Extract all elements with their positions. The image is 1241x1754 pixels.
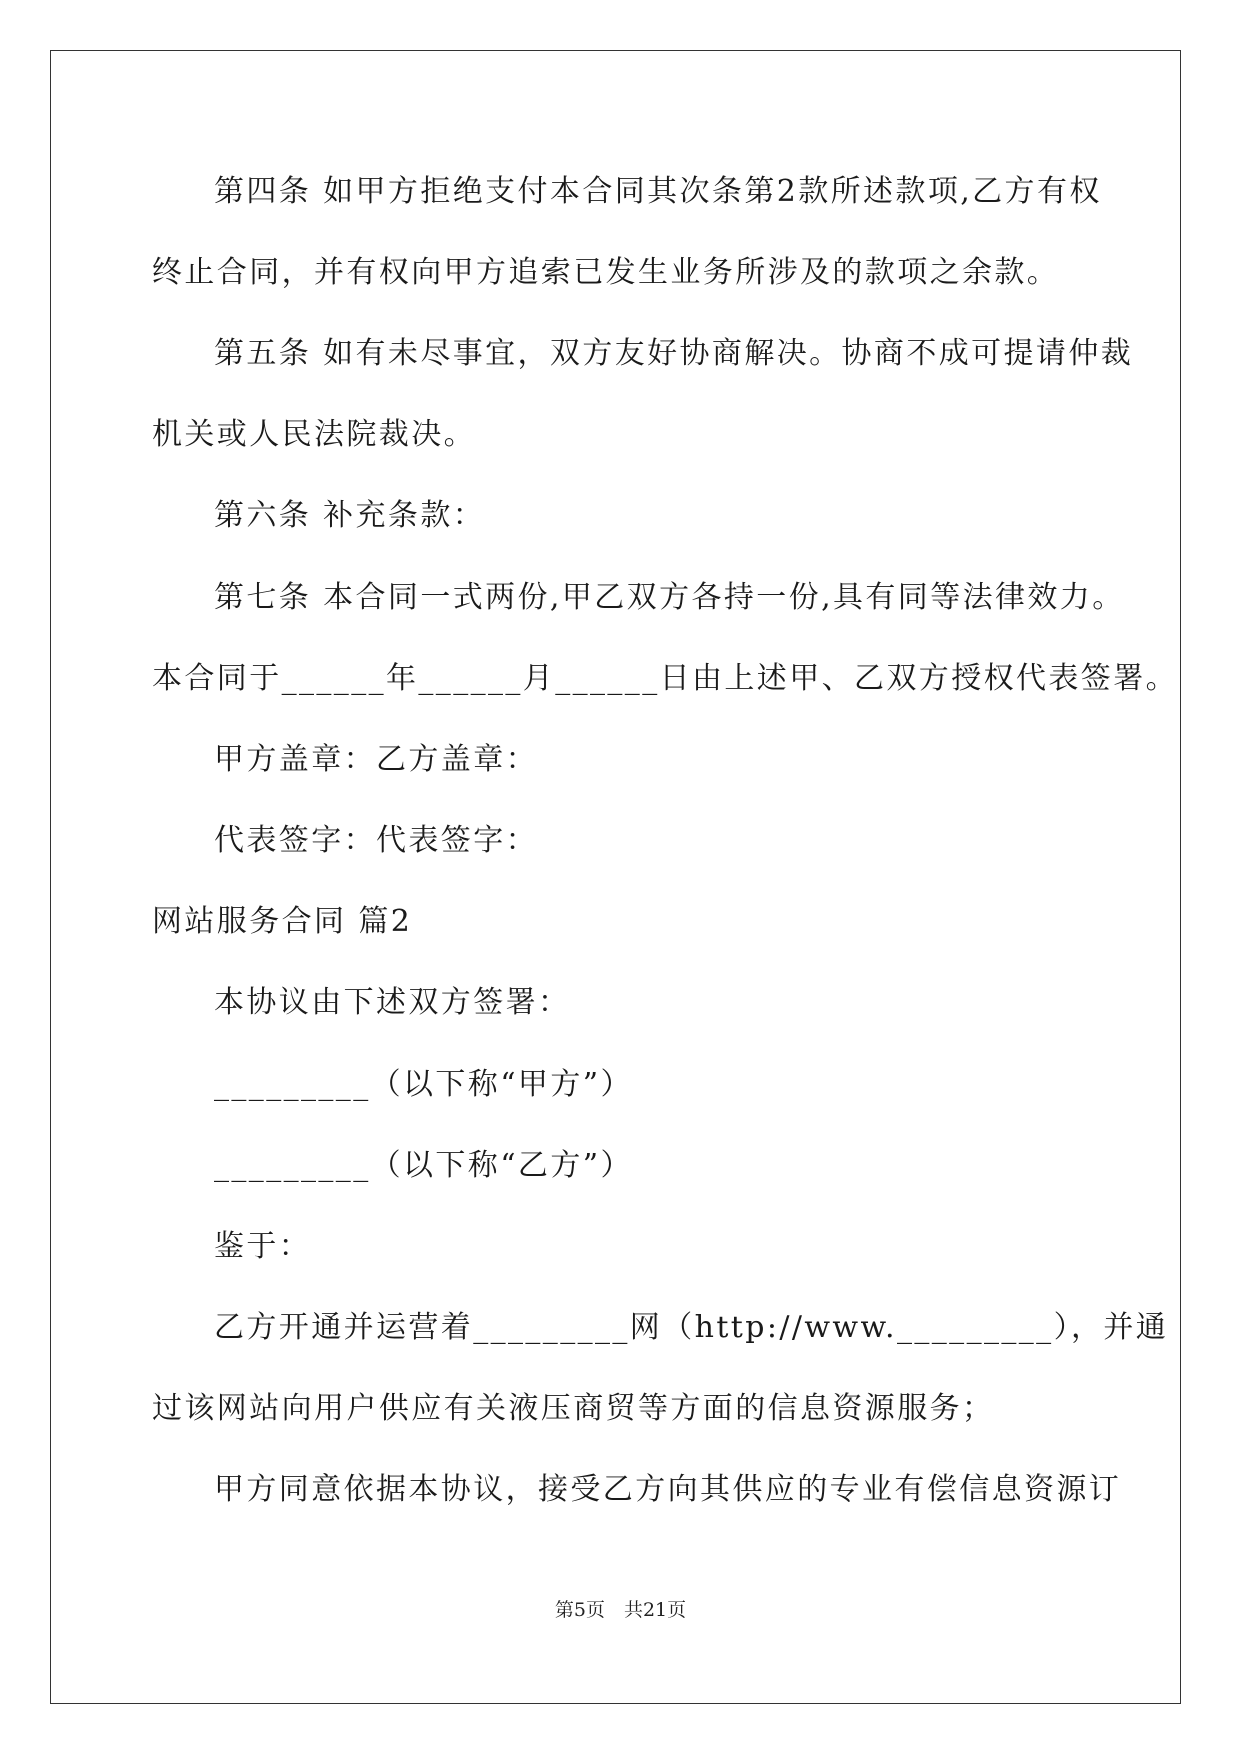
page-number-footer: 第5页 共21页 bbox=[554, 1599, 687, 1621]
clause-4-line-1: 第四条 如甲方拒绝支付本合同其次条第2款所述款项,乙方有权 bbox=[214, 174, 1102, 209]
party-a-line: _________（以下称“甲方”） bbox=[214, 1067, 633, 1102]
clause-5-line-2: 机关或人民法院裁决。 bbox=[152, 417, 476, 452]
clause-6-line: 第六条 补充条款： bbox=[214, 498, 486, 533]
party-seal-line: 甲方盖章：乙方盖章： bbox=[214, 742, 538, 777]
recital-2-line-1: 甲方同意依据本协议，接受乙方向其供应的专业有偿信息资源订 bbox=[214, 1472, 1122, 1507]
whereas-line: 鉴于： bbox=[214, 1229, 312, 1264]
clause-7-line-2: 本合同于______年______月______日由上述甲、乙双方授权代表签署。 bbox=[152, 661, 1178, 696]
page-border bbox=[50, 50, 1181, 1704]
clause-4-line-2: 终止合同，并有权向甲方追索已发生业务所涉及的款项之余款。 bbox=[152, 255, 1060, 290]
recital-1-line-2: 过该网站向用户供应有关液压商贸等方面的信息资源服务； bbox=[152, 1391, 995, 1426]
clause-7-line-1: 第七条 本合同一式两份,甲乙双方各持一份,具有同等法律效力。 bbox=[214, 580, 1125, 615]
clause-5-line-1: 第五条 如有未尽事宜，双方友好协商解决。协商不成可提请仲裁 bbox=[214, 336, 1134, 371]
agreement-intro-line: 本协议由下述双方签署： bbox=[214, 985, 571, 1020]
party-b-line: _________（以下称“乙方”） bbox=[214, 1148, 633, 1183]
recital-1-line-1: 乙方开通并运营着_________网（http://www._________），并通 bbox=[214, 1310, 1169, 1345]
section-heading: 网站服务合同 篇2 bbox=[152, 904, 413, 939]
representative-signature-line: 代表签字：代表签字： bbox=[214, 823, 538, 858]
